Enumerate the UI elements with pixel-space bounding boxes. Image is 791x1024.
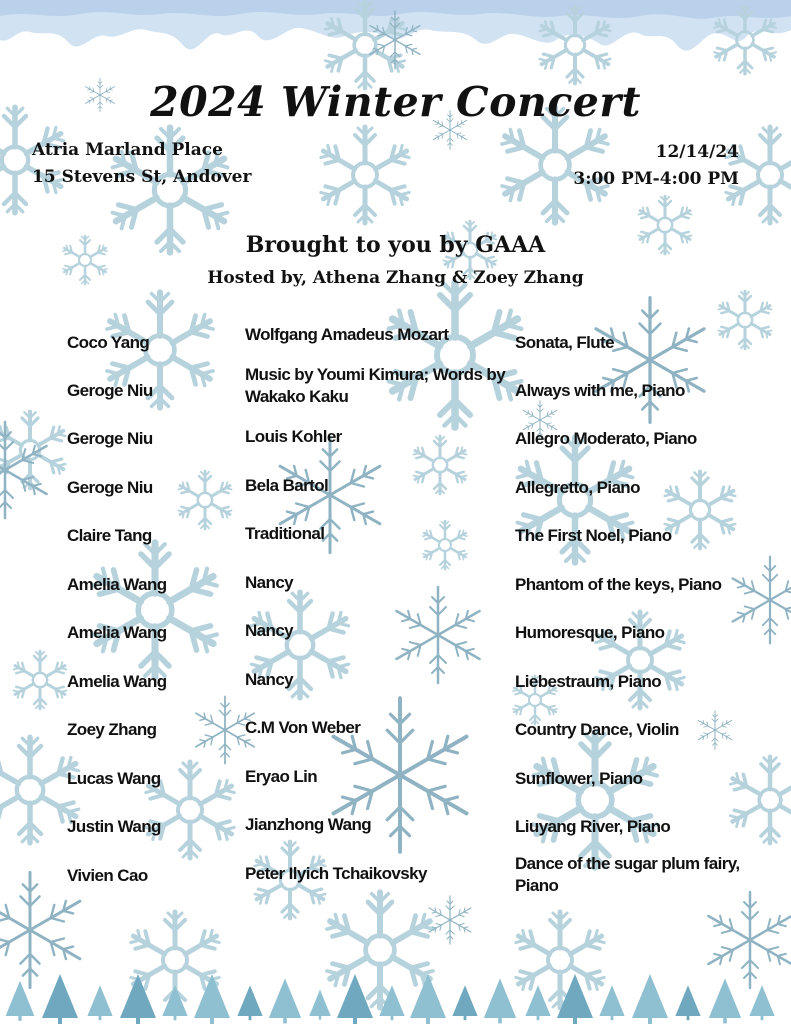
performer: Claire Tang — [67, 526, 152, 545]
performer: Vivien Cao — [67, 866, 148, 885]
program-row — [0, 564, 791, 612]
composer: Nancy — [245, 670, 294, 689]
performer: Amelia Wang — [67, 623, 167, 642]
venue-address: 15 Stevens St, Andover — [32, 167, 252, 187]
piece: Dance of the sugar plum fairy, Piano — [515, 854, 740, 895]
piece: Sunflower, Piano — [515, 769, 643, 788]
piece: Always with me, Piano — [515, 381, 685, 400]
composer: Nancy — [245, 573, 294, 592]
piece: Humoresque, Piano — [515, 623, 665, 642]
composer: Music by Youmi Kimura; Words by Wakako Kaku — [245, 365, 506, 406]
composer: Eryao Lin — [245, 767, 318, 786]
composer: Bela Bartol — [245, 476, 329, 495]
program-row — [0, 661, 791, 709]
performer: Amelia Wang — [67, 575, 167, 594]
composer: Nancy — [245, 621, 294, 640]
composer: C.M Von Weber — [245, 718, 361, 737]
piece: Allegretto, Piano — [515, 478, 640, 497]
piece: Country Dance, Violin — [515, 720, 679, 739]
piece: Liuyang River, Piano — [515, 817, 671, 836]
performer: Geroge Niu — [67, 381, 153, 400]
piece: The First Noel, Piano — [515, 526, 672, 545]
program-row — [0, 418, 791, 466]
program-row — [0, 322, 791, 370]
piece: Allegro Moderato, Piano — [515, 429, 697, 448]
concert-title: 2024 Winter Concert — [150, 78, 641, 126]
composer: Peter Ilyich Tchaikovsky — [245, 864, 427, 883]
concert-time: 3:00 PM-4:00 PM — [573, 169, 739, 189]
performer: Justin Wang — [67, 817, 161, 836]
program-row — [0, 515, 791, 563]
performer: Lucas Wang — [67, 769, 161, 788]
composer: Traditional — [245, 524, 325, 543]
program-row — [0, 758, 791, 806]
hosts-line: Hosted by, Athena Zhang & Zoey Zhang — [207, 268, 584, 288]
program-row — [0, 365, 791, 418]
piece: Phantom of the keys, Piano — [515, 575, 722, 594]
performer: Geroge Niu — [67, 429, 153, 448]
performer: Zoey Zhang — [67, 720, 157, 739]
venue-name: Atria Marland Place — [32, 140, 223, 160]
concert-date: 12/14/24 — [655, 142, 739, 162]
program-row — [0, 855, 791, 903]
performer: Geroge Niu — [67, 478, 153, 497]
sponsor-line: Brought to you by GAAA — [245, 232, 546, 258]
piece: Sonata, Flute — [515, 333, 614, 352]
piece: Liebestraum, Piano — [515, 672, 662, 691]
program-row — [0, 612, 791, 660]
performer: Amelia Wang — [67, 672, 167, 691]
program-row — [0, 709, 791, 757]
performer: Coco Yang — [67, 333, 150, 352]
program-row — [0, 467, 791, 515]
composer: Louis Kohler — [245, 427, 342, 446]
composer: Jianzhong Wang — [245, 815, 372, 834]
program-row — [0, 806, 791, 854]
composer: Wolfgang Amadeus Mozart — [245, 325, 449, 344]
